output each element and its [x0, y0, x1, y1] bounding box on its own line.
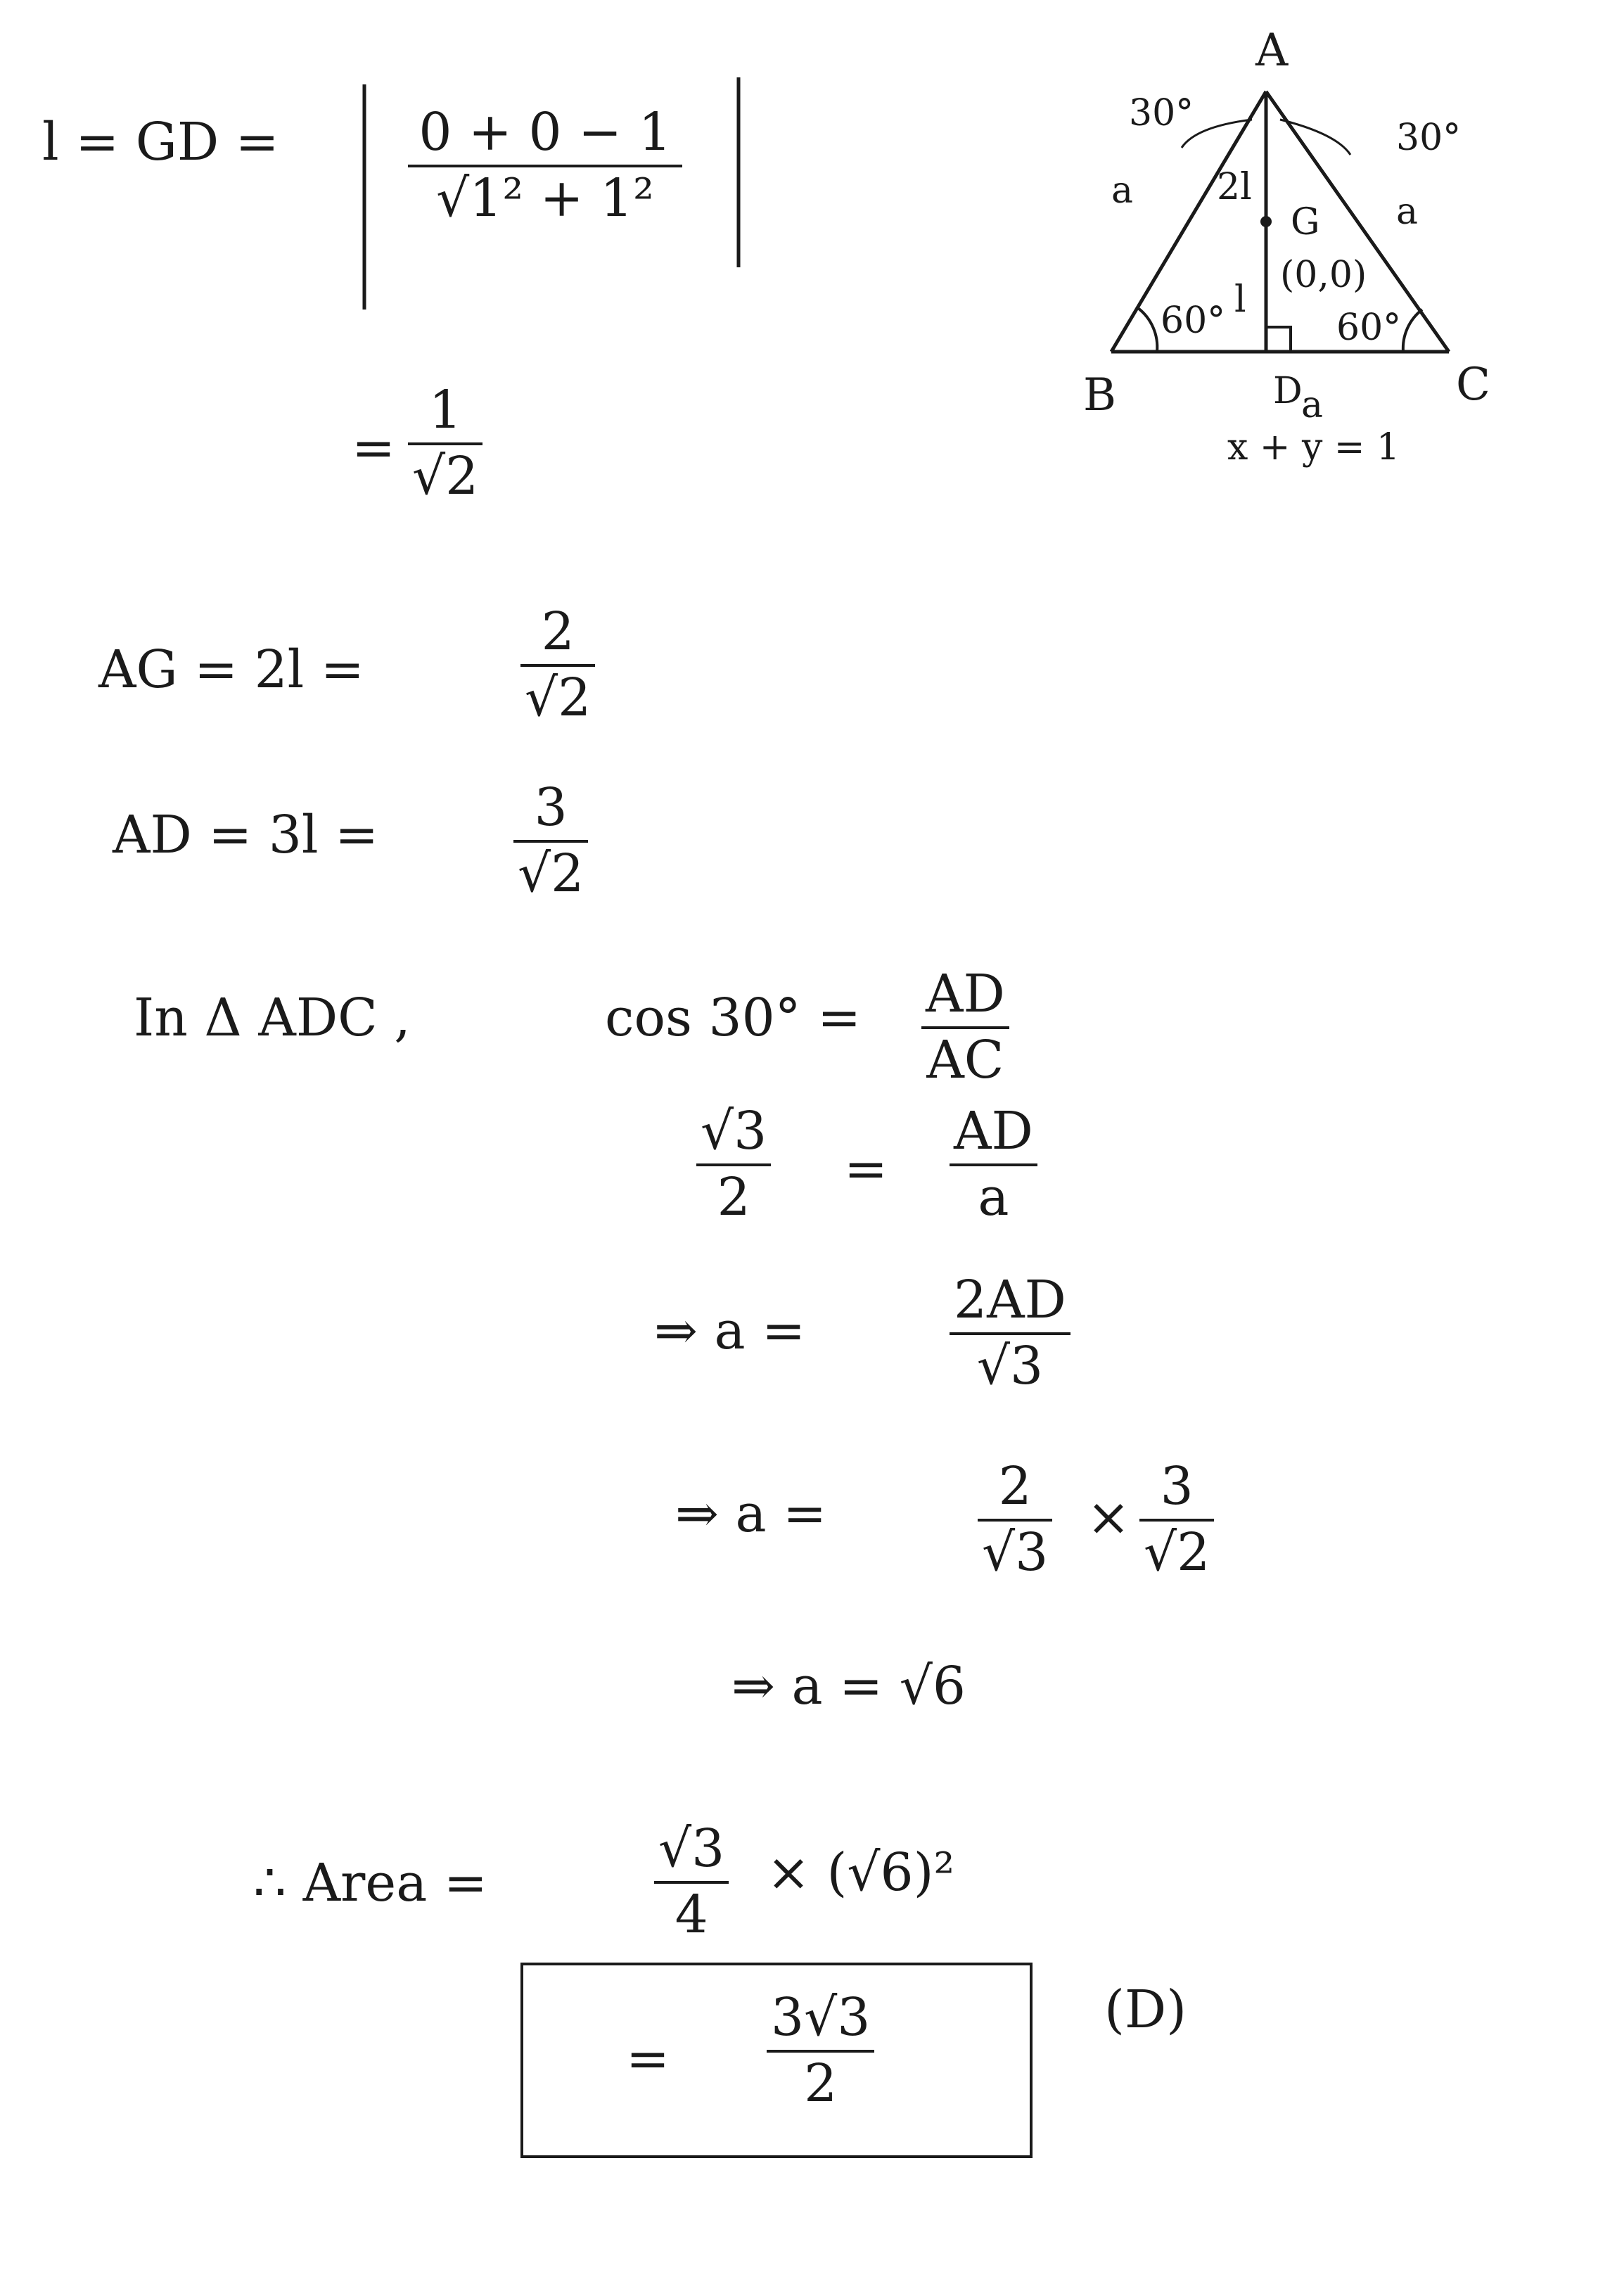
answer-equals: = — [626, 2029, 670, 2089]
ad-bar — [513, 840, 588, 843]
a-step2-num2: 3 — [1160, 1456, 1194, 1517]
answer-fraction — [767, 1987, 874, 2114]
ad-over-a-bar — [950, 1163, 1037, 1166]
gd-lhs: l = GD = — [42, 112, 279, 172]
ag-bar — [520, 664, 595, 667]
gd-numerator: 0 + 0 − 1 — [418, 102, 672, 162]
area-bar — [654, 1881, 729, 1884]
a-step1-bar — [950, 1332, 1070, 1335]
a-step2-lhs: ⇒ a = — [675, 1484, 827, 1544]
a-step1-numerator: 2AD — [954, 1270, 1066, 1330]
cos-numerator: AD — [926, 964, 1005, 1024]
angle-c: 60° — [1336, 307, 1402, 349]
ad-over-a-denominator: a — [978, 1166, 1009, 1227]
area-fraction — [654, 1818, 729, 1945]
gd-fraction-bar — [408, 165, 682, 167]
angle-top-right: 30° — [1396, 117, 1462, 159]
root3-bar — [696, 1163, 771, 1166]
angle-top-left: 30° — [1129, 92, 1194, 134]
answer-numerator: 3√3 — [771, 1987, 871, 2048]
root3-numerator: √3 — [701, 1101, 767, 1161]
a-step2-bar1 — [978, 1519, 1052, 1522]
ag-fraction — [520, 601, 595, 728]
ad-over-a — [950, 1101, 1037, 1227]
a-step1-denominator: √3 — [976, 1335, 1044, 1396]
ag-denominator: √2 — [525, 667, 592, 728]
vertex-a-label: A — [1255, 25, 1289, 77]
centroid-g-label: G — [1291, 201, 1320, 243]
ad-fraction — [513, 777, 588, 904]
line2-numerator: 1 — [428, 380, 462, 440]
cos-denominator: AC — [926, 1029, 1004, 1090]
ag-lhs: AG = 2l = — [98, 639, 364, 700]
triangle-label: In Δ ADC , — [134, 988, 411, 1048]
line2-bar — [408, 442, 482, 445]
a-step1-fraction — [950, 1270, 1070, 1396]
abs-bars — [345, 77, 415, 317]
root3-denominator: 2 — [717, 1166, 750, 1227]
a-step2-times: × — [1087, 1487, 1131, 1548]
side-right-a: a — [1396, 191, 1419, 233]
answer-option: (D) — [1104, 1979, 1187, 2040]
a-step3: ⇒ a = √6 — [731, 1656, 966, 1716]
area-lhs: ∴ Area = — [253, 1853, 487, 1913]
area-denominator: 4 — [675, 1884, 708, 1945]
vertex-d-label: D — [1273, 370, 1303, 412]
answer-bar — [767, 2050, 874, 2053]
a-step2-frac2 — [1139, 1456, 1214, 1583]
line-equation: x + y = 1 — [1227, 426, 1400, 468]
a-step1-lhs: ⇒ a = — [654, 1301, 806, 1361]
base-a: a — [1301, 384, 1324, 426]
a-step2-den1: √3 — [982, 1522, 1049, 1583]
ad-lhs: AD = 3l = — [113, 805, 379, 865]
ad-numerator: 3 — [534, 777, 568, 838]
angle-b: 60° — [1161, 300, 1226, 342]
segment-ag: 2l — [1217, 166, 1252, 208]
cos30-lhs: cos 30° = — [605, 988, 862, 1048]
ad-denominator: √2 — [518, 843, 584, 904]
line2-denominator: √2 — [412, 445, 479, 506]
gd-denominator: √1² + 1² — [436, 167, 654, 229]
vertex-c-label: C — [1456, 359, 1490, 411]
step2-equals: = — [844, 1139, 888, 1199]
cos-fraction — [921, 964, 1009, 1090]
line2-fraction — [408, 380, 482, 506]
gd-fraction — [408, 102, 682, 229]
area-numerator: √3 — [658, 1818, 725, 1879]
a-step2-bar2 — [1139, 1519, 1214, 1522]
ag-numerator: 2 — [541, 601, 575, 662]
area-rhs: × (√6)² — [767, 1842, 955, 1903]
centroid-coord: (0,0) — [1280, 254, 1367, 296]
a-step2-num1: 2 — [998, 1456, 1032, 1517]
vertex-b-label: B — [1083, 369, 1117, 421]
abs-bar-right — [717, 70, 760, 281]
answer-denominator: 2 — [804, 2053, 838, 2114]
ad-over-a-numerator: AD — [954, 1101, 1033, 1161]
cos-bar — [921, 1026, 1009, 1029]
a-step2-den2: √2 — [1144, 1522, 1210, 1583]
side-left-a: a — [1111, 170, 1134, 212]
segment-gd: l — [1234, 279, 1246, 321]
root3-over-2 — [696, 1101, 771, 1227]
line2-equals: = — [352, 418, 396, 478]
a-step2-frac1 — [978, 1456, 1052, 1583]
